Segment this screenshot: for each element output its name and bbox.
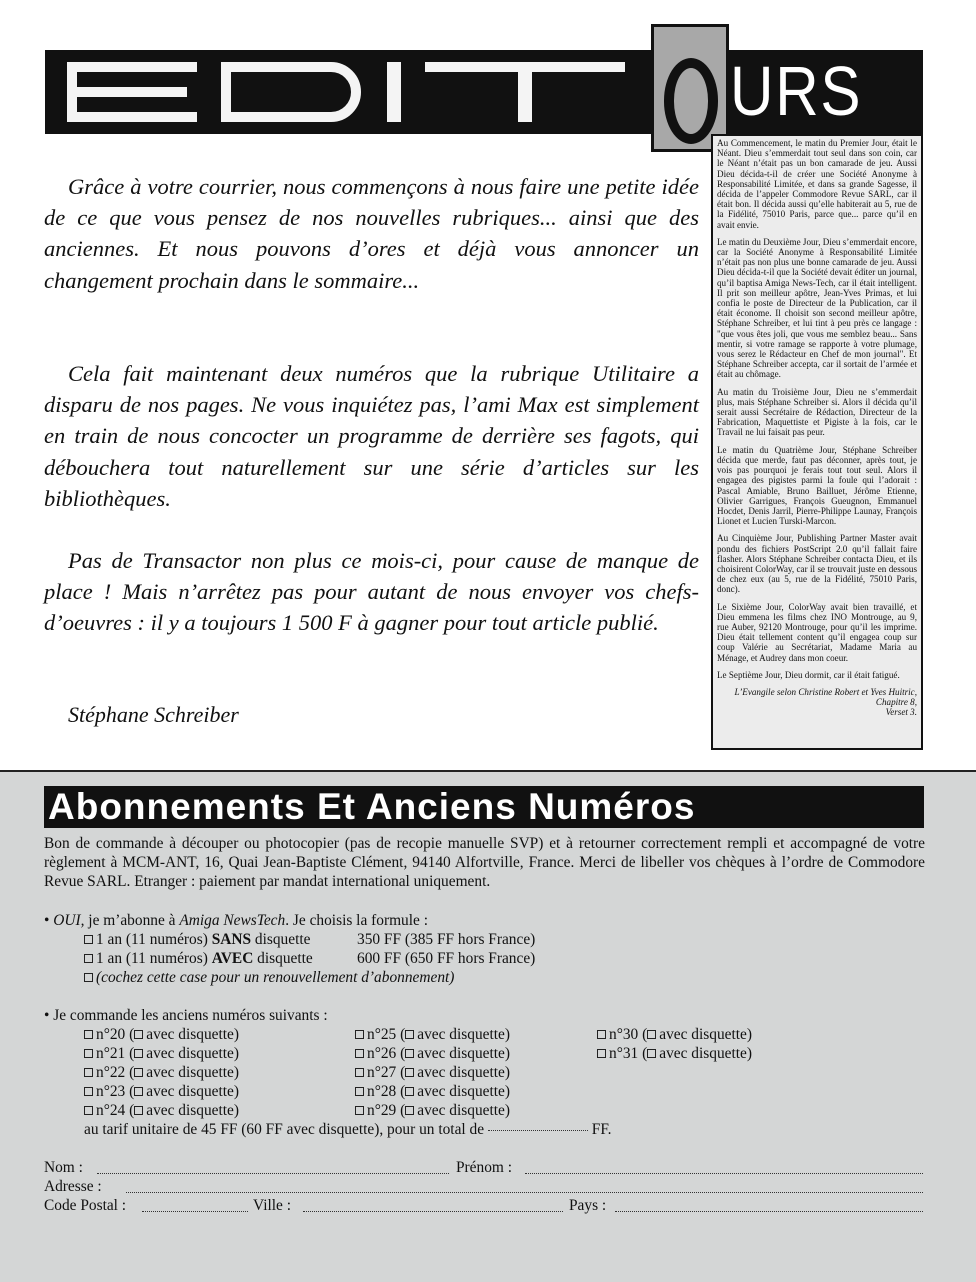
option-sans-disk xyxy=(84,930,310,949)
issue-disk-open: ( xyxy=(642,1045,648,1062)
disk-checkbox[interactable] xyxy=(134,1030,143,1039)
sidebar-column xyxy=(711,134,923,750)
disk-checkbox[interactable] xyxy=(134,1106,143,1115)
disk-checkbox[interactable] xyxy=(405,1068,414,1077)
back-issue-item xyxy=(355,1044,510,1063)
label-ville: Ville : xyxy=(253,1197,291,1214)
issue-checkbox[interactable] xyxy=(597,1030,606,1039)
disk-checkbox[interactable] xyxy=(405,1106,414,1115)
ville-field[interactable] xyxy=(303,1210,563,1212)
back-issue-item xyxy=(355,1082,510,1101)
issue-number: n°20 xyxy=(96,1026,126,1043)
tariff-text: au tarif unitaire de 45 FF (60 FF avec disquette), pour un total de xyxy=(84,1121,485,1138)
issue-disk-open: ( xyxy=(400,1064,406,1081)
back-issue-item xyxy=(355,1025,510,1044)
issue-disk-label: avec disquette) xyxy=(417,1083,510,1100)
subscription-title: Abonnements Et Anciens Numéros xyxy=(44,786,924,828)
issue-disk-label: avec disquette) xyxy=(417,1045,510,1062)
issue-number: n°22 xyxy=(96,1064,126,1081)
issue-checkbox[interactable] xyxy=(84,1106,93,1115)
issue-disk-label: avec disquette) xyxy=(146,1102,239,1119)
issue-checkbox[interactable] xyxy=(84,1049,93,1058)
label-nom: Nom : xyxy=(44,1159,83,1176)
masthead-letter-t xyxy=(425,62,625,122)
oui-label: OUI, xyxy=(53,912,85,929)
sidebar-citation-2: Chapitre 8, xyxy=(875,697,917,708)
masthead-suffix: URS xyxy=(730,52,863,130)
label-code-postal: Code Postal : xyxy=(44,1197,127,1214)
issue-checkbox[interactable] xyxy=(84,1030,93,1039)
issue-disk-label: avec disquette) xyxy=(146,1083,239,1100)
option-sans-suffix: disquette xyxy=(251,931,311,948)
masthead-letter-e xyxy=(67,62,197,122)
adresse-field[interactable] xyxy=(126,1191,923,1193)
issue-disk-label: avec disquette) xyxy=(659,1026,752,1043)
editorial-paragraph-1: Grâce à votre courrier, nous commençons à nous faire une petite idée de ce que vous pensez de nos nouvelles rubriques... ainsi que des anciennes. Et nous pouvons d’ores et déjà vous annoncer un changement prochain dans le sommaire... xyxy=(44,174,699,293)
disk-checkbox[interactable] xyxy=(405,1049,414,1058)
option-avec-suffix: disquette xyxy=(253,950,313,967)
sidebar-paragraph-4: Le matin du Quatrième Jour, Stéphane Schreiber décida que merde, faut pas déconner, après tout, je vois pas pourquoi je ferais tout tout seul. Alors il engagea des pigistes parmi la foule qui l’adorait : Pascal Amiable, Bruno Bailluet, Jérôme Etienne, Olivier Garrigues, François Gueugnon, Emmanuel Hocdet, Denis Jarril, Pierre-Philippe Launay, François Lionet et Lucien Turski-Marcon. xyxy=(717,444,917,527)
back-issue-item xyxy=(84,1025,239,1044)
disk-checkbox[interactable] xyxy=(405,1087,414,1096)
issue-number: n°31 xyxy=(609,1045,639,1062)
issue-disk-label: avec disquette) xyxy=(146,1026,239,1043)
sidebar-paragraph-5: Au Cinquième Jour, Publishing Partner Master avait pondu des fichiers PostScript 2.0 qu’il fallait faire flasher. Alors Stéphane Schreiber contacta Dieu, et ils choisirent ColorWay, car il se trouvait juste en dessous de chez eux (au 5, rue de la Fidélité, 75010 Paris, donc). xyxy=(717,533,917,595)
disk-checkbox[interactable] xyxy=(134,1049,143,1058)
issue-disk-label: avec disquette) xyxy=(417,1026,510,1043)
pays-field[interactable] xyxy=(615,1210,923,1212)
back-issue-item xyxy=(84,1044,239,1063)
issue-checkbox[interactable] xyxy=(84,1068,93,1077)
editorial-paragraph-2: Cela fait maintenant deux numéros que la rubrique Utilitaire a disparu de nos pages. Ne vous inquiétez pas, l’ami Max est simplement en train de nous concocter un programme de derrière ses fagots, qui débouchera tout naturellement sur une série d’articles sur les bibliothèques. xyxy=(44,361,699,511)
sidebar-paragraph-7: Le Septième Jour, Dieu dormit, car il était fatigué. xyxy=(717,669,900,680)
issue-disk-open: ( xyxy=(400,1026,406,1043)
disk-checkbox[interactable] xyxy=(134,1068,143,1077)
sidebar-paragraph-2: Le matin du Deuxième Jour, Dieu s’emmerdait encore, car la Société Anonyme à Responsabilité Limitée n’était pas non plus une bonne camarade de jeu. Aussi Dieu décida-t-il que la Société devait éditer un journal, qu’il baptisa Amiga News-Tech, car il était intelligent. Il prit son meilleur apôtre, Jean-Yves Primas, et lui confia le poste de Directeur de la Publication, car il était économe. Il choisit son second meilleur apôtre, Stéphane Schreiber, et lui tint à peu près ce langage : "que vous êtes joli, que vous me semblez beau... Sans mentir, si votre ramage se rapporte à votre plumage, vous serez le Rédacteur en Chef de mon journal". Et Stéphane Schreiber accepta, car il sortait de l’armée et était au chômage. xyxy=(717,236,917,380)
sidebar-paragraph-6: Le Sixième Jour, ColorWay avait bien travaillé, et Dieu emmena les films chez INO Montrouge, au 9, rue Auber, 92120 Montrouge, pour qu’il les imprime. Dieu était tellement content qu’il engagea coup sur coup Valérie au Secrétariat, Madame Maria au Ménage, et Audrey dans mon coeur. xyxy=(717,601,917,663)
back-issue-item xyxy=(355,1101,510,1120)
issue-disk-label: avec disquette) xyxy=(659,1045,752,1062)
renew-label: (cochez cette case pour un renouvellement d’abonnement) xyxy=(96,969,455,986)
issue-number: n°23 xyxy=(96,1083,126,1100)
bullet: • xyxy=(44,912,50,929)
total-field[interactable] xyxy=(488,1129,588,1131)
issue-disk-open: ( xyxy=(400,1045,406,1062)
label-adresse: Adresse : xyxy=(44,1178,102,1195)
issue-disk-label: avec disquette) xyxy=(146,1064,239,1081)
disk-checkbox[interactable] xyxy=(134,1087,143,1096)
issue-checkbox[interactable] xyxy=(355,1030,364,1039)
option-sans-bold: SANS xyxy=(211,931,252,948)
back-issue-item xyxy=(597,1025,752,1044)
back-issue-item xyxy=(84,1082,239,1101)
masthead-letter-d xyxy=(221,62,361,122)
label-prenom: Prénom : xyxy=(456,1159,513,1176)
issue-checkbox[interactable] xyxy=(355,1106,364,1115)
issue-disk-open: ( xyxy=(129,1026,135,1043)
magazine-title: Amiga NewsTech xyxy=(179,912,286,929)
option-avec-price: 600 FF (650 FF hors France) xyxy=(357,950,536,967)
back-issue-item xyxy=(355,1063,510,1082)
issue-checkbox[interactable] xyxy=(355,1049,364,1058)
masthead-letter-i xyxy=(387,62,401,122)
tariff-line xyxy=(84,1120,612,1139)
back-issue-item xyxy=(84,1063,239,1082)
oui-text: je m’abonne à xyxy=(84,912,180,929)
issue-disk-label: avec disquette) xyxy=(146,1045,239,1062)
sidebar-citation-1: L’Evangile selon Christine Robert et Yves Huitric, xyxy=(734,686,917,697)
masthead-letter-o xyxy=(664,58,718,144)
renew-option xyxy=(84,968,454,987)
issue-number: n°29 xyxy=(367,1102,397,1119)
sidebar-paragraph-3: Au matin du Troisième Jour, Dieu ne s’emmerdait plus, mais Stéphane Schreiber si. Alors il décida qu’il serait aussi Secrétaire de Rédaction, Directeur de la Fabrication, Maquettiste et Pigiste à la fois, car le Travail ne lui faisait pas peur. xyxy=(717,386,917,438)
issue-number: n°25 xyxy=(367,1026,397,1043)
issue-number: n°21 xyxy=(96,1045,126,1062)
option-avec-checkbox[interactable] xyxy=(84,954,93,963)
disk-checkbox[interactable] xyxy=(405,1030,414,1039)
prenom-field[interactable] xyxy=(525,1172,923,1174)
option-avec-disk xyxy=(84,949,313,968)
issue-disk-label: avec disquette) xyxy=(417,1102,510,1119)
editorial-paragraph-3: Pas de Transactor non plus ce mois-ci, pour cause de manque de place ! Mais n’arrêtez pas pour autant de nous envoyer vos chefs-d’oeuvres : il y a toujours 1 500 F à gagner pour tout article publié. xyxy=(44,548,699,636)
option-avec-bold: AVEC xyxy=(211,950,254,967)
currency: FF. xyxy=(591,1121,612,1138)
issue-number: n°28 xyxy=(367,1083,397,1100)
label-pays: Pays : xyxy=(569,1197,607,1214)
back-issue-item xyxy=(597,1044,752,1063)
sidebar-paragraph-1: Au Commencement, le matin du Premier Jour, était le Néant. Dieu s’emmerdait tout seul dans son coin, car le Néant n’était pas un bon camarade de jeu. Aussi Dieu décida-t-il de créer une Société Anonyme à Responsabilité Limitée, et dans sa grande Sagesse, il décida de l’appeler Commodore Revue SARL, car il était bon. Il décida aussi qu’elle habiterait au 5, rue de la Fidélité, 75010 Paris, parce que... parce qu’il en avait envie. xyxy=(717,138,917,230)
issue-disk-open: ( xyxy=(129,1045,135,1062)
option-sans-price: 350 FF (385 FF hors France) xyxy=(357,931,536,948)
issue-disk-open: ( xyxy=(129,1102,135,1119)
nom-field[interactable] xyxy=(97,1172,449,1174)
issue-disk-label: avec disquette) xyxy=(417,1064,510,1081)
sidebar-citation-3: Verset 3. xyxy=(885,707,917,718)
disk-checkbox[interactable] xyxy=(647,1030,656,1039)
editorial-signature: Stéphane Schreiber xyxy=(68,702,239,727)
issue-disk-open: ( xyxy=(642,1026,648,1043)
issue-number: n°27 xyxy=(367,1064,397,1081)
subscription-intro: Bon de commande à découper ou photocopier (pas de recopie manuelle SVP) et à retourner correctement rempli et accompagné de votre règlement à MCM-ANT, 16, Quai Jean-Baptiste Clément, 94140 Alfortville, France. Merci de libeller vos chèques à l’ordre de Commodore Revue SARL. Etranger : paiement par mandat international uniquement. xyxy=(44,835,925,890)
issue-disk-open: ( xyxy=(400,1083,406,1100)
issue-number: n°30 xyxy=(609,1026,639,1043)
oui-text-end: . Je choisis la formule : xyxy=(285,912,428,929)
back-issue-item xyxy=(84,1101,239,1120)
oui-line xyxy=(44,911,428,930)
code-postal-field[interactable] xyxy=(142,1210,248,1212)
issue-number: n°24 xyxy=(96,1102,126,1119)
issue-disk-open: ( xyxy=(400,1102,406,1119)
renew-checkbox[interactable] xyxy=(84,973,93,982)
option-sans-label: 1 an (11 numéros) xyxy=(96,931,212,948)
issue-number: n°26 xyxy=(367,1045,397,1062)
option-avec-label: 1 an (11 numéros) xyxy=(96,950,212,967)
issue-disk-open: ( xyxy=(129,1083,135,1100)
disk-checkbox[interactable] xyxy=(647,1049,656,1058)
back-issues-intro: • Je commande les anciens numéros suivants : xyxy=(44,1007,328,1024)
option-sans-checkbox[interactable] xyxy=(84,935,93,944)
issue-checkbox[interactable] xyxy=(355,1087,364,1096)
issue-checkbox[interactable] xyxy=(597,1049,606,1058)
issue-checkbox[interactable] xyxy=(84,1087,93,1096)
issue-disk-open: ( xyxy=(129,1064,135,1081)
issue-checkbox[interactable] xyxy=(355,1068,364,1077)
